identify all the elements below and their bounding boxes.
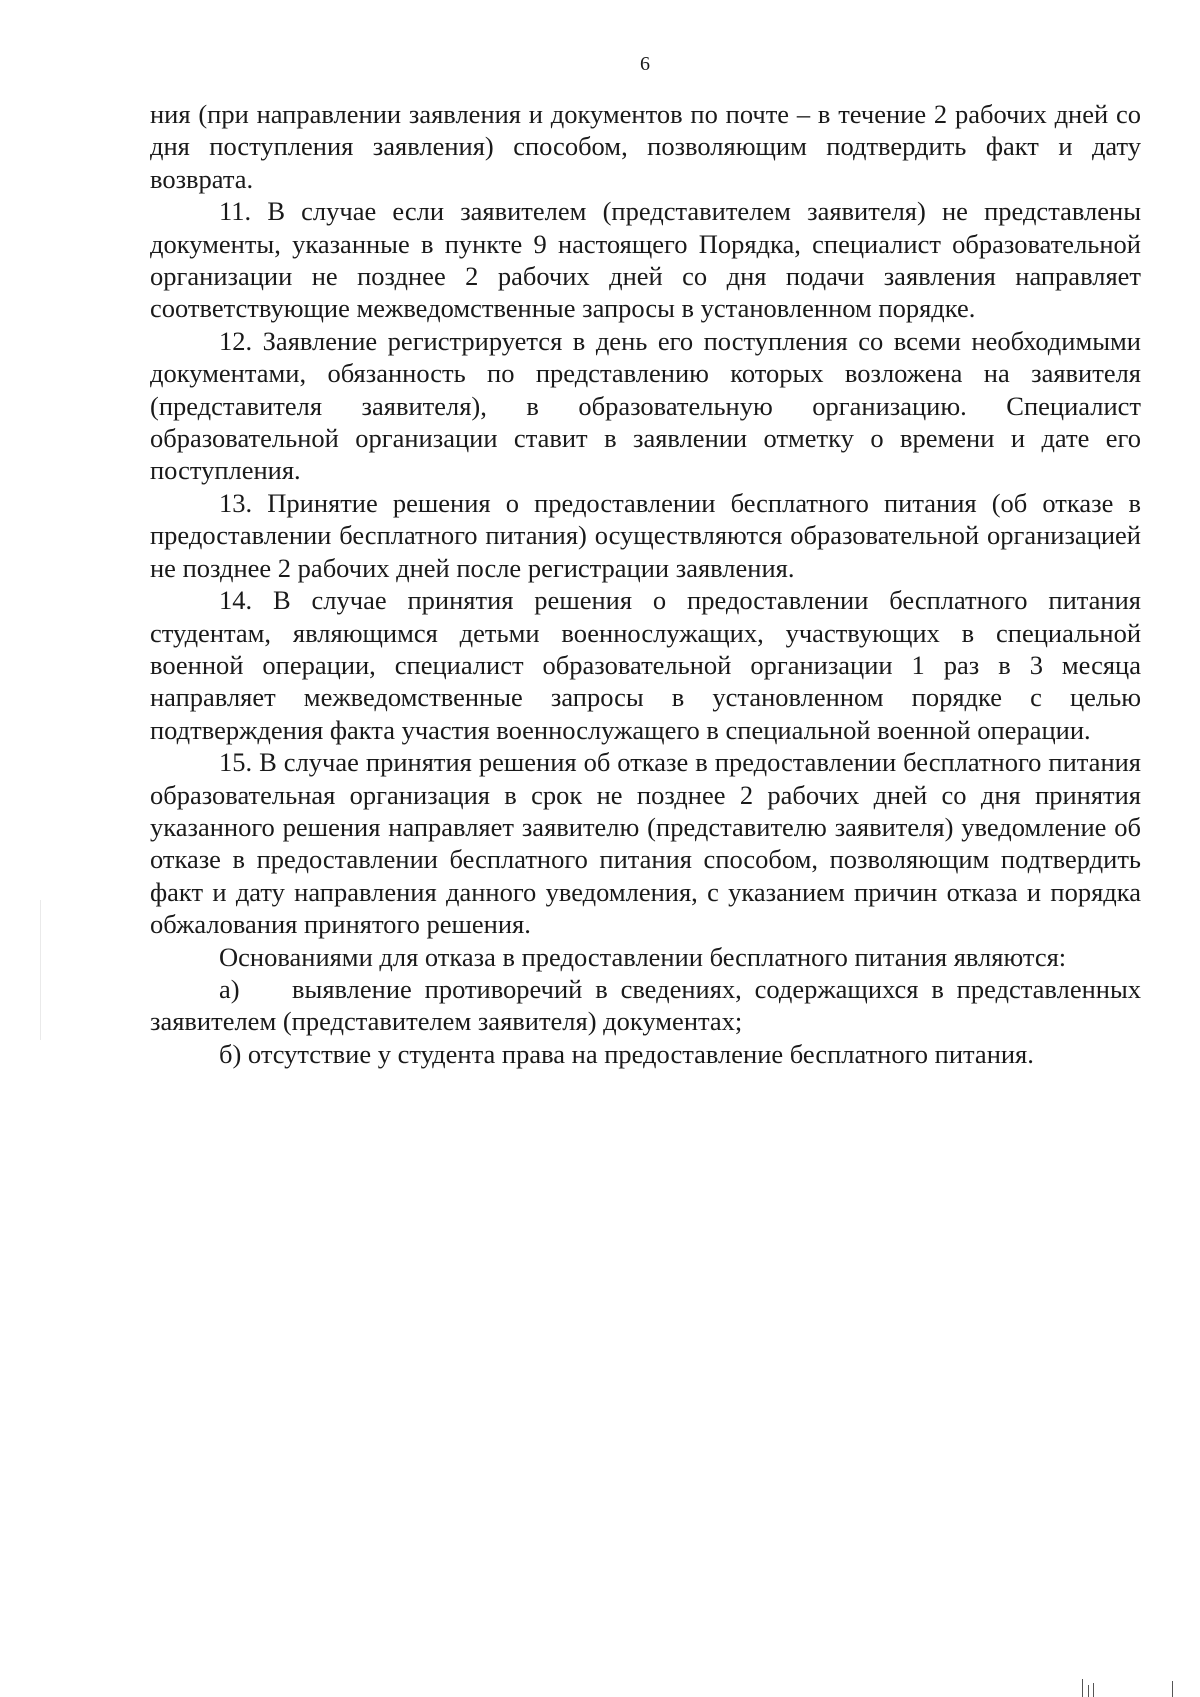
paragraph-15: 15. В случае принятия решения об отказе в предоставлении бесплатного питания образовательная организация в срок не позднее 2 рабочих дней со дня принятия указанного решения направляет заявителю (представителю заявителя) уведомление об отказе в предоставлении бесплатного питания способом, позволяющим подтвердить факт и дату направления данного уведомления, с указанием причин отказа и порядка обжалования принятого решения. [150,747,1141,940]
document-body [150,98,1141,1070]
paragraph-14: 14. В случае принятия решения о предоставлении бесплатного питания студентам, являющимся детьми военнослужащих, участвующих в специальной военной операции, специалист образовательной организации 1 раз в 3 месяца направляет межведомственные запросы в установленном порядке с целью подтверждения факта участия военнослужащего в специальной военной операции. [150,585,1141,745]
scan-edge-mark [1088,1685,1089,1697]
paragraph-12: 12. Заявление регистрируется в день его поступления со всеми необходимыми документами, обязанность по представлению которых возложена на заявителя (представителя заявителя), в образовательную организацию. Специалист образовательной организации ставит в заявлении отметку о времени и дате его поступления. [150,325,1141,486]
paragraph-continuation: ния (при направлении заявления и документов по почте – в течение 2 рабочих дней со дня поступления заявления) способом, позволяющим подтвердить факт и дату возврата. [150,99,1141,194]
grounds-intro: Основаниями для отказа в предоставлении бесплатного питания являются: [219,941,1067,972]
list-item-a-text: выявление противоречий в сведениях, содержащихся в представленных заявителем (представителем заявителя) документах; [150,973,1141,1037]
paragraph-13: 13. Принятие решения о предоставлении бесплатного питания (об отказе в предоставлении бесплатного питания) осуществляются образовательной организацией не позднее 2 рабочих дней после регистрации заявления. [150,487,1141,583]
list-item-a-letter: а) [219,973,240,1004]
scan-edge-mark [1093,1683,1094,1697]
paragraph-11: 11. В случае если заявителем (представителем заявителя) не представлены документы, указанные в пункте 9 настоящего Порядка, специалист образовательной организации не позднее 2 рабочих дней со дня подачи заявления направляет соответствующие межведомственные запросы в установленном порядке. [150,196,1141,324]
scan-edge-mark [1082,1679,1083,1697]
list-item-a [150,973,1141,1038]
scan-edge-left [40,900,41,1040]
scan-edge-mark [1172,1681,1173,1697]
page-number: 6 [640,53,650,75]
list-item-b: б) отсутствие у студента права на предоставление бесплатного питания. [219,1038,1034,1069]
